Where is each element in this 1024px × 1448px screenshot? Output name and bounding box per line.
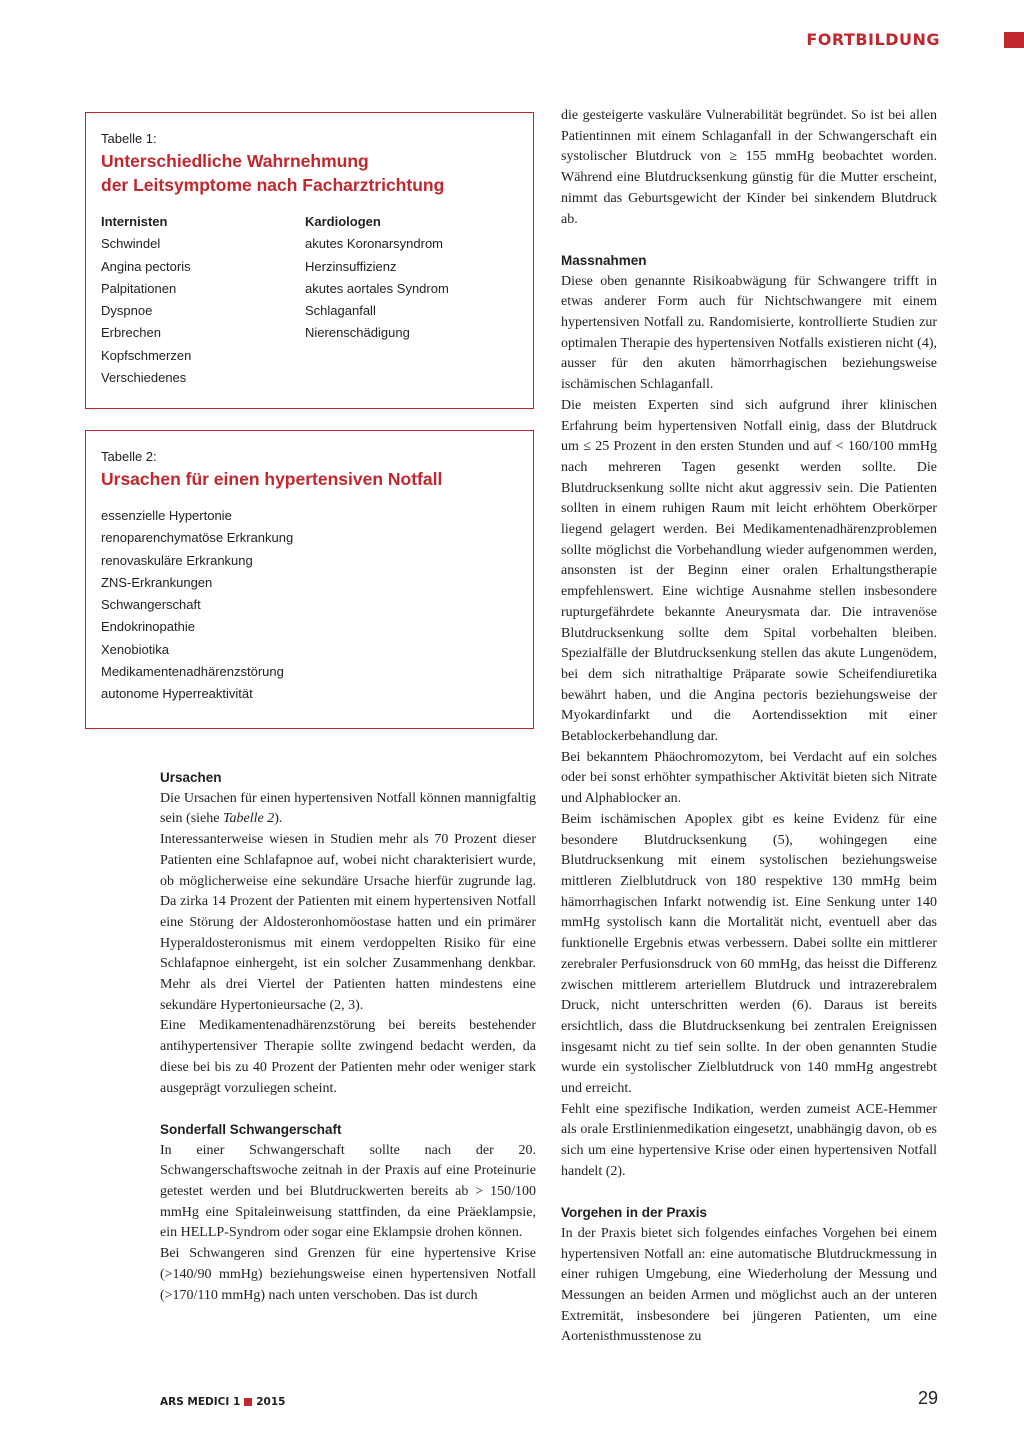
list-item: akutes aortales Syndrom [305, 280, 449, 296]
list-item: akutes Koronarsyndrom [305, 236, 444, 252]
table-2-title: Ursachen für einen hypertensiven Notfall [101, 469, 443, 489]
list-item: Dyspnoe [101, 303, 153, 319]
list-item: ZNS-Erkrankungen [101, 574, 213, 590]
list-item: Schlaganfall [305, 303, 376, 319]
paragraph: Bei bekanntem Phäochromozytom, bei Verdacht auf ein solches oder bei sonst erhöhter sympathischer Aktivität bieten sich Nitrate und Alphablocker an. [561, 749, 937, 807]
list-item: autonome Hyperreaktivität [101, 686, 253, 702]
paragraph: Diese oben genannte Risikoabwägung für Schwangere trifft in etwas anderer Form auch für Nichtschwangere mit einem hypertensiven Notfall zu. Randomisierte, kontrollierte Studien zur optimalen Therapie des hypertensiven Notfalls existieren nicht (4), ausser für den akuten hämorrhagischen beziehungsweise ischämischen Schlaganfall. [561, 273, 937, 393]
column-header: Internisten [101, 214, 168, 229]
page-number: 29 [917, 1388, 938, 1408]
text-run: ). [274, 811, 283, 827]
table-2-box [85, 430, 534, 729]
list-item: Xenobiotika [101, 641, 169, 657]
list-item: Palpitationen [101, 280, 177, 296]
heading-sonderfall-schwangerschaft: Sonderfall Schwangerschaft [160, 1121, 342, 1137]
table-1-column-kardiologen [305, 211, 449, 389]
paragraph: Interessanterweise wiesen in Studien mehr als 70 Prozent dieser Patienten eine Schlafapnoe auf, wobei nicht charakterisiert wurde, ob möglicherweise eine sekundäre Ursache hierfür zugrunde lag. Da zirka 14 Prozent der Patienten mit einem hypertensiven Notfall eine Störung der Aldosteronhomöostase hatten und ein primärer Hyperaldosteronismus mit einem verdoppelten Risiko für eine Schlafapnoe einhergeht, ist ein solcher Zusammenhang denkbar. Mehr als drei Viertel der Patienten hatten mindestens eine sekundäre Hypertonieursache (2, 3). [160, 832, 536, 1013]
paragraph: die gesteigerte vaskuläre Vulnerabilität begründet. So ist bei allen Patientinnen mit einem Schlaganfall in der Schwangerschaft ein systolischer Blutdruck von ≥ 155 mmHg beobachtet worden. Während eine Blutdrucksenkung günstig für die Mutter erscheint, nimmt das Geburtsgewicht der Kinder bei sinkendem Blutdruck ab. [561, 108, 937, 227]
paragraph: In der Praxis bietet sich folgendes einfaches Vorgehen bei einem hypertensiven Notfall an: eine automatische Blutdruckmessung in einer ruhigen Umgebung, eine Wiederholung der Messung und Messungen an beiden Armen und möglichst auch an der unteren Extremität, insbesondere bei jüngeren Patienten, um eine Aortenisthmusstenose zu [561, 1225, 937, 1345]
list-item: Angina pectoris [101, 258, 191, 274]
journal-year: 2015 [256, 1396, 286, 1408]
paragraph: Die meisten Experten sind sich aufgrund ihrer klinischen Erfahrung beim hypertensiven Notfall einig, dass der Blutdruck um ≤ 25 Prozent in den ersten Stunden und auf < 160/100 mmHg nach mehreren Tagen gesenkt werden sollte. Die Blutdrucksenkung sollte nicht akut aggressiv sein. Die Patienten sollten in einem ruhigen Raum mit leicht erhöhtem Oberkörper liegend gelagert werden. Bei Medikamentenadhärenzproblemen sollte möglichst die Vorbehandlung wieder aufgenommen werden, ansonsten ist der Beginn einer oralen Erhaltungstherapie empfehlenswert. Eine wichtige Ausnahme stellen insbesondere rupturgefährdete bekannte Aneurysmata dar. Die intravenöse Blutdrucksenkung sollte dem Spital vorbehalten bleiben. Spezialfälle der Blutdrucksenkung stellen das akute Lungenödem, bei dem sich nitrathaltige Präparate sowie Scheifendiuretika bewährt haben, und die Angina pectoris beziehungsweise der Myokardinfarkt und die Aortendissektion mit einer Betablockerbehandlung dar. [561, 397, 937, 745]
list-item: Endokrinopathie [101, 619, 195, 635]
footer [160, 1396, 285, 1408]
text-run: Die Ursachen für einen hypertensiven Notfall können mannigfaltig sein (siehe [160, 790, 536, 827]
table-1-title-line-1: Unterschiedliche Wahrnehmung [101, 151, 369, 171]
table-1-title-line-2: der Leitsymptome nach Facharztrichtung [101, 175, 445, 195]
table-1-title [101, 149, 518, 197]
paragraph: Eine Medikamentenadhärenzstörung bei bereits bestehender antihypertensiver Therapie sollte zwingend bedacht werden, da diese bei bis zu 40 Prozent der Patienten mehr oder weniger stark ausgeprägt vorzuliegen scheint. [160, 1018, 536, 1096]
paragraph: Bei Schwangeren sind Grenzen für eine hypertensive Krise (>140/90 mmHg) beziehungsweise einen hypertensiven Notfall (>170/110 mmHg) nach unten verschoben. Das ist durch [160, 1246, 536, 1303]
table-2-list [101, 505, 518, 706]
paragraph: In einer Schwangerschaft sollte nach der 20. Schwangerschaftswoche zeitnah in der Praxis auf eine Proteinurie getestet werden und bei Blutdruckwerten bereits ab > 150/100 mmHg eine Spitaleinweisung stattfinden, da eine Präeklampsie, ein HELLP-Syndrom oder sogar eine Eklampsie drohen können. [160, 1142, 536, 1241]
accent-square [1004, 32, 1024, 48]
paragraph: Beim ischämischen Apoplex gibt es keine Evidenz für eine besondere Blutdrucksenkung (5), wohingegen eine Blutdrucksenkung mit einem systolischen beziehungsweise mittleren Zielblutdruck von 180 respektive 130 mmHg beim hämorrhagischen Infarkt notwendig ist. Eine Senkung unter 140 mmHg systolisch kann die Mortalität nicht, eventuell aber das funktionelle Ergebnis etwas verbessern. Dabei sollte ein mittlerer zerebraler Perfusionsdruck von 60 mmHg, das heisst die Differenz zwischen mittlerem arteriellem Blutdruck und intrazerebralem Druck, nicht unterschritten werden (6). Daraus ist bereits ersichtlich, dass die Blutdrucksenkung bei zentralen Ereignissen insgesamt nicht zu tief sein sollte. In der oben genannten Studie wurde ein systolischer Zielblutdruck von 140 mmHg angestrebt und erreicht. [561, 811, 937, 1097]
list-item: Schwangerschaft [101, 597, 201, 613]
heading-vorgehen-in-der-praxis: Vorgehen in der Praxis [561, 1205, 708, 1221]
journal-name: ARS MEDICI 1 [160, 1396, 241, 1408]
table-1-label: Tabelle 1: [101, 131, 157, 146]
list-item: Nierenschädigung [305, 325, 410, 341]
table-1-columns [101, 211, 518, 389]
list-item: renoparenchymatöse Erkrankung [101, 530, 294, 546]
list-item: Medikamentenadhärenzstörung [101, 664, 284, 680]
heading-ursachen: Ursachen [160, 770, 222, 785]
paragraph: Fehlt eine spezifische Indikation, werden zumeist ACE-Hemmer als orale Erstlinienmedikation eingesetzt, unabhängig davon, ob es sich um eine hypertensive Krise oder einen hypertensiven Notfall handelt (2). [561, 1101, 937, 1179]
right-text-column [561, 106, 937, 1348]
list-item: essenzielle Hypertonie [101, 508, 232, 523]
list-item: Herzinsuffizienz [305, 258, 397, 274]
column-header: Kardiologen [305, 214, 381, 229]
table-1-column-internisten [101, 211, 305, 389]
left-text-column [160, 768, 536, 1306]
table-2-label: Tabelle 2: [101, 449, 157, 464]
section-label: FORTBILDUNG [806, 30, 940, 49]
list-item: renovaskuläre Erkrankung [101, 552, 253, 568]
paragraph [160, 789, 536, 830]
list-item: Erbrechen [101, 325, 161, 341]
table-1-box [85, 112, 534, 409]
heading-massnahmen: Massnahmen [561, 252, 647, 268]
list-item: Schwindel [101, 236, 161, 252]
list-item: Kopfschmerzen [101, 347, 192, 363]
table-reference: Tabelle 2 [222, 811, 275, 827]
footer-square [244, 1398, 252, 1406]
list-item: Verschiedenes [101, 370, 187, 386]
